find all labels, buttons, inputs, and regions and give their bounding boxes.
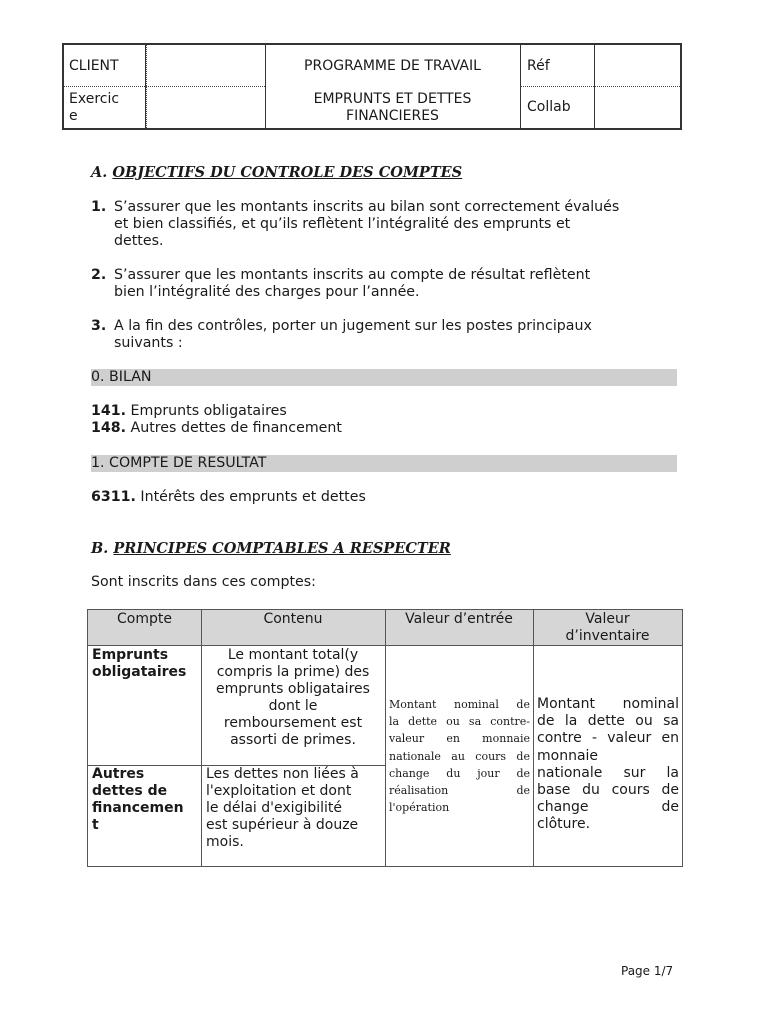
ref-label: Réf [527,58,550,74]
valeur-entree-cell: Montant nominal de la dette ou sa contre- valeur en monnaie nationale au cours de change du jour de réalisation de l'opération [389,698,530,815]
objective-3: 3. A la fin des contrôles, porter un jugement sur les postes principaux suivants : [91,318,592,351]
bilan-line-148: 148. Autres dettes de financement [91,420,342,436]
resultat-line-6311: 6311. Intérêts des emprunts et dettes [91,489,366,505]
program-title: EMPRUNTS ET DETTES FINANCIERES [313,91,472,124]
section-a-title: A. OBJECTIFS DU CONTROLE DES COMPTES [91,164,463,181]
client-label: CLIENT [69,58,119,74]
header-table [62,43,682,130]
program-label: PROGRAMME DE TRAVAIL [304,58,481,74]
row2-compte: Autres dettes de financemen t [92,766,184,833]
section-b-title: B. PRINCIPES COMPTABLES A RESPECTER [91,540,451,557]
objective-1: 1. S’assurer que les montants inscrits au bilan sont correctement évalués et bien classifiés, et qu’ils reflètent l’intégralité des emprunts et dettes. [91,199,620,249]
resultat-band: 1. COMPTE DE RESULTAT [91,455,677,472]
section-b-intro: Sont inscrits dans ces comptes: [91,574,316,590]
bilan-line-141: 141. Emprunts obligataires [91,403,287,419]
page-number: Page 1/7 [621,964,674,978]
row2-contenu: Les dettes non liées à l'exploitation et dont le délai d'exigibilité est supérieur à douze mois. [206,766,359,850]
collab-label: Collab [527,99,571,115]
header-contenu: Contenu [263,611,323,627]
valeur-inventaire-cell: Montant nominal de la dette ou sa contre - valeur en monnaie nationale sur la base du cours de change de clôture. [537,696,679,833]
objective-2: 2. S’assurer que les montants inscrits au compte de résultat reflètent bien l’intégralité des charges pour l’année. [91,267,591,300]
bilan-band: 0. BILAN [91,369,677,386]
header-compte: Compte [117,611,172,627]
principles-table [87,609,683,867]
header-valeur-entree: Valeur d’entrée [405,611,513,627]
header-valeur-inventaire: Valeur d’inventaire [565,611,650,644]
row1-contenu: Le montant total(y compris la prime) des emprunts obligataires dont le remboursement est assorti de primes. [216,647,370,748]
exercice-label: Exercic e [69,91,120,124]
row1-compte: Emprunts obligataires [92,647,187,680]
